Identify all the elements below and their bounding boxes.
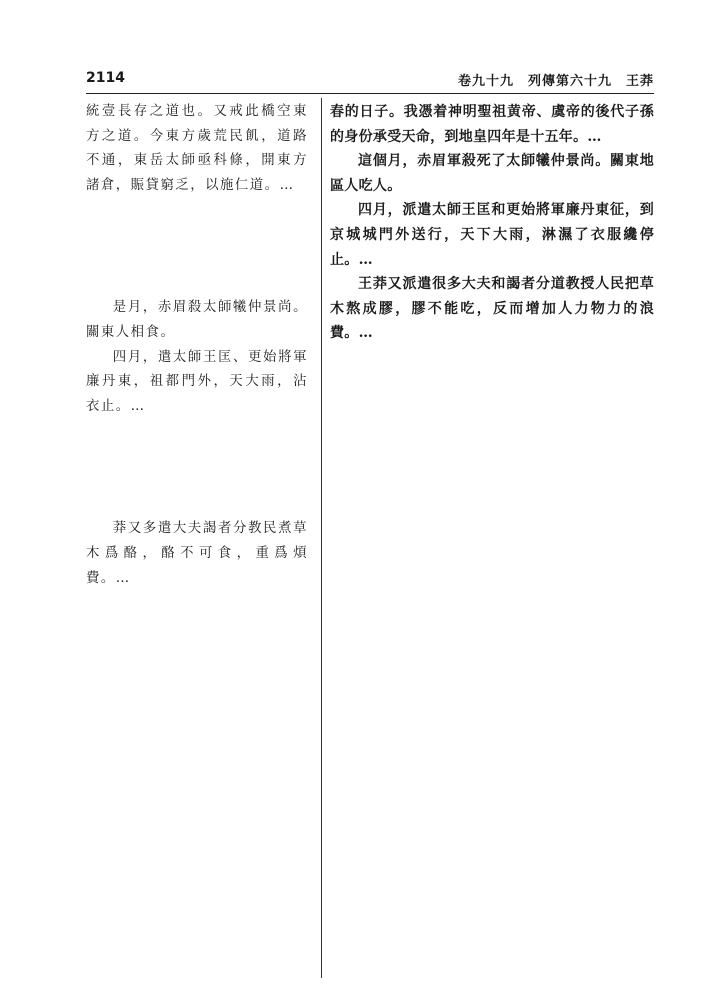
translation-column: [330, 100, 654, 975]
running-title: 卷九十九 列傳第六十九 王莽: [457, 74, 654, 89]
classical-paragraph-1: 統壹長存之道也。又戒此橋空東方之道。今東方歲荒民飢，道路不通，東岳太師亟科條，開東方諸倉，賑貸窮乏，以施仁道。…: [86, 104, 308, 193]
classical-paragraph-4: 莽又多遣大夫謁者分教民煮草木爲酪，酪不可食，重爲煩費。…: [86, 521, 308, 586]
page-number: 2114: [86, 70, 125, 86]
classical-text-column: [86, 100, 308, 975]
column-divider: [321, 98, 322, 978]
translation-paragraph-1: 春的日子。我憑着神明聖祖黄帝、虞帝的後代子孫的身份承受天命，到地皇四年是十五年。…: [330, 104, 654, 145]
translation-paragraph-3: 四月，派遣太師王匡和更始將軍廉丹東征，到京城城門外送行，天下大雨，淋濕了衣服纔停止。…: [330, 202, 654, 268]
page-header: [86, 60, 654, 88]
translation-paragraph-2: 這個月，赤眉軍殺死了太師犧仲景尚。關東地區人吃人。: [330, 153, 654, 194]
classical-paragraph-3: 四月，遣太師王匡、更始將軍廉丹東，祖都門外，天大雨，沾衣止。…: [86, 349, 308, 414]
translation-paragraph-4: 王莽又派遣很多大夫和謁者分道教授人民把草木熬成膠，膠不能吃，反而增加人力物力的浪費。…: [330, 276, 654, 342]
header-rule: [86, 93, 654, 94]
classical-paragraph-2: 是月，赤眉殺太師犧仲景尚。關東人相食。: [86, 300, 308, 340]
